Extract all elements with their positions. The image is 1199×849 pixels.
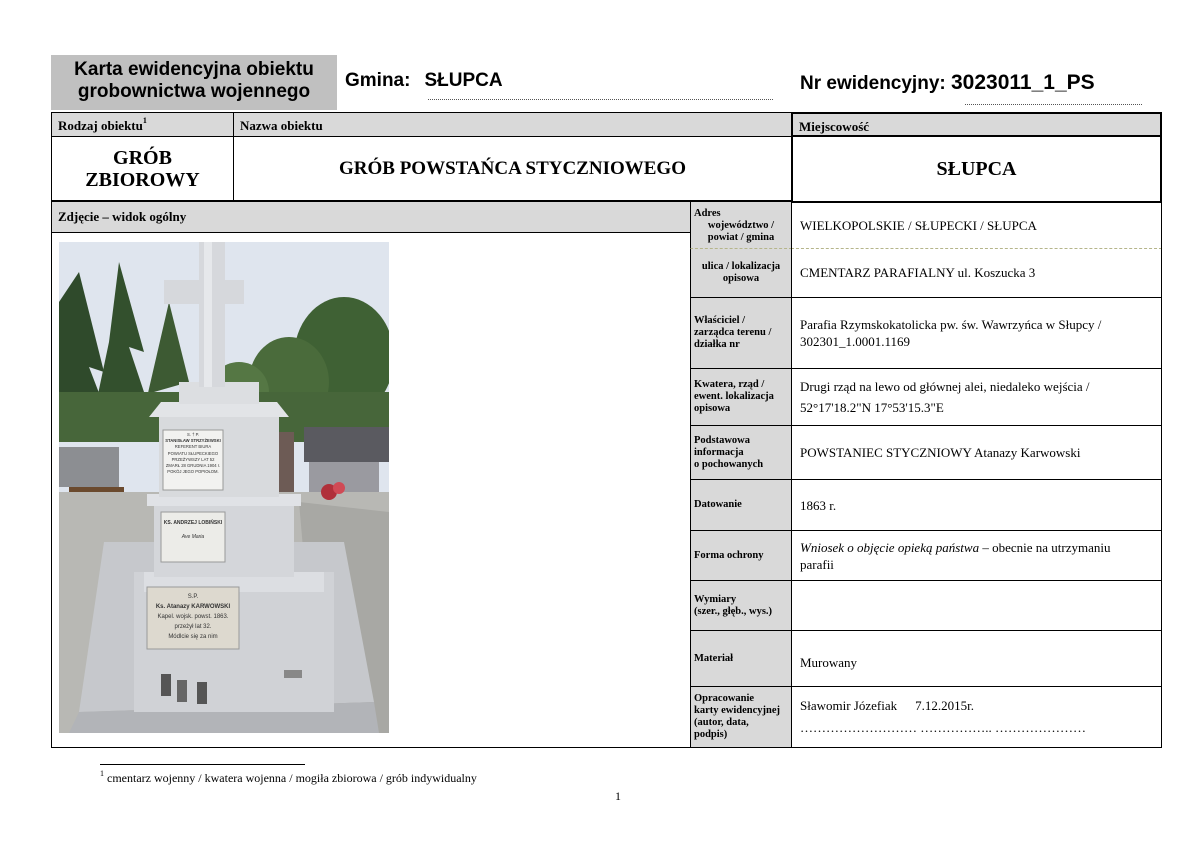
row-material-value	[791, 630, 1162, 687]
card-date: 7.12.2015r.	[915, 698, 974, 713]
author-name: Sławomir Józefiak	[800, 698, 898, 713]
row-label-line: Podstawowa	[694, 434, 751, 446]
row-label-line: zarządca terenu /	[694, 327, 772, 338]
row-label-line: o pochowanych	[694, 458, 764, 470]
row-forma-ochrony-value	[791, 530, 1162, 581]
plaque-2-line: Ave Maria	[181, 534, 205, 540]
rodzaj-value-line1: GRÓB	[113, 146, 172, 169]
row-label-line: województwo /	[707, 219, 775, 231]
row-datowanie-label	[690, 479, 792, 531]
rodzaj-obiektu-header	[51, 112, 234, 137]
row-value-line: 302301_1.0001.1169	[800, 334, 911, 349]
nazwa-label: Nazwa obiektu	[240, 118, 323, 133]
row-label-line: opisowa	[722, 273, 760, 284]
row-label-line: Wymiary	[694, 593, 737, 605]
row-wymiary-label	[690, 580, 792, 631]
row-ulica-value	[791, 248, 1162, 298]
row-wlasciciel-value	[791, 297, 1162, 369]
row-label-line: (autor, data,	[694, 717, 749, 728]
plaque-2-text	[161, 516, 225, 544]
gmina-label: Gmina:	[345, 70, 411, 91]
grave-photo-image	[59, 242, 389, 733]
nazwa-obiektu-header	[233, 112, 792, 137]
rodzaj-label: Rodzaj obiektu	[58, 118, 143, 133]
plaque-1-line: ZMARŁ 28 GRUDNIA 1904 r.	[165, 463, 221, 469]
card-title-line1: Karta ewidencyjna obiektu	[74, 59, 314, 80]
row-adres-value	[791, 203, 1162, 249]
row-label-line: ulica / lokalizacja	[701, 261, 781, 272]
row-label-line: Właściciel /	[694, 315, 746, 326]
footnote-mark: 1	[100, 769, 104, 778]
plaque-3-line: S.P.	[187, 594, 199, 600]
row-opracowanie-value	[791, 686, 1162, 748]
row-value-line: Murowany	[800, 655, 858, 670]
row-ulica-label	[690, 248, 792, 298]
miejscowosc-label: Miejscowość	[799, 119, 870, 134]
row-value-line	[800, 539, 1153, 556]
plaque-3-text	[147, 592, 239, 642]
miejscowosc-value-text: SŁUPCA	[936, 157, 1017, 180]
row-informacja-value	[791, 425, 1162, 480]
row-label-line: karty ewidencyjnej	[694, 705, 781, 716]
card-title	[51, 55, 337, 110]
rodzaj-value-line2: ZBIOROWY	[85, 168, 200, 191]
row-value-line: Drugi rząd na lewo od głównej alei, niedaleko wejścia /	[800, 379, 1090, 394]
plaque-1-line: REFERENT BIURA	[174, 444, 212, 450]
row-datowanie-value	[791, 479, 1162, 531]
nazwa-obiektu-value	[233, 136, 792, 201]
row-value-line: POWSTANIEC STYCZNIOWY Atanazy Karwowski	[800, 445, 1081, 460]
row-value-line	[800, 695, 1153, 717]
row-label-line: powiat / gmina	[707, 231, 775, 243]
plaque-3-line: Módlcie się za nim	[168, 634, 218, 640]
plaque-1-line: S. † P.	[186, 432, 200, 437]
row-forma-ochrony-label	[690, 530, 792, 581]
row-label-line: Opracowanie	[694, 693, 755, 704]
photo-label: Zdjęcie – widok ogólny	[58, 209, 187, 224]
plaque-1-line: PRZEŻYWSZY LAT 52	[171, 456, 215, 462]
plaque-3-line: Kapel. wojsk. powst. 1863.	[157, 614, 229, 620]
forma-ochrony-rest: – obecnie na utrzymaniu	[979, 539, 1111, 555]
plaque-2-line: KS. ANDRZEJ LOBIŃSKI	[163, 520, 223, 526]
plaque-1-text	[163, 432, 223, 475]
nazwa-value: GRÓB POWSTAŃCA STYCZNIOWEGO	[339, 157, 686, 179]
row-label-line: opisowa	[694, 403, 731, 414]
row-label-line: Forma ochrony	[694, 549, 764, 561]
plaque-3-line: Ks. Atanazy KARWOWSKI	[155, 604, 231, 610]
row-label-line: Datowanie	[694, 499, 742, 510]
row-kwatera-label	[690, 368, 792, 426]
miejscowosc-value	[791, 136, 1162, 203]
row-label-line: podpis)	[694, 729, 728, 740]
nr-value: 3023011_1_PS	[951, 71, 1095, 94]
plaque-1-line: POKÓJ JEGO POPIOŁOM.	[167, 469, 219, 475]
gmina-field	[345, 70, 503, 92]
row-value-line: CMENTARZ PARAFIALNY ul. Koszucka 3	[800, 265, 1036, 280]
nr-ewidencyjny-field	[800, 71, 1095, 95]
footnote-ref: 1	[142, 116, 147, 125]
plaque-1-line: STANISŁAW STRZYŻEWSKI	[165, 438, 221, 444]
plaque-3-line: przeżył lat 32.	[174, 624, 212, 630]
signature-line: ……………………… …………….. …………………	[800, 720, 1086, 735]
row-label-line: Materiał	[694, 652, 734, 664]
row-opracowanie-label	[690, 686, 792, 748]
row-wlasciciel-label	[690, 297, 792, 369]
card-title-line2: grobownictwa wojennego	[77, 81, 311, 102]
row-wymiary-value	[791, 580, 1162, 631]
row-label-line: działka nr	[694, 339, 740, 350]
row-value-line: parafii	[800, 556, 834, 572]
grave-photo	[59, 242, 389, 733]
miejscowosc-header	[791, 112, 1162, 137]
row-adres-label	[690, 201, 792, 249]
row-informacja-label	[690, 425, 792, 480]
footnote-text: cmentarz wojenny / kwatera wojenna / mogiła zbiorowa / grób indywidualny	[107, 771, 477, 785]
row-label-line: (szer., głęb., wys.)	[694, 605, 773, 617]
photo-header	[52, 202, 690, 233]
row-label-line: Kwatera, rząd /	[694, 379, 765, 390]
page-number: 1	[615, 789, 621, 803]
row-value-line: Parafia Rzymskokatolicka pw. św. Wawrzyńca w Słupcy /	[800, 317, 1102, 332]
rodzaj-obiektu-value	[51, 136, 234, 201]
footnote	[100, 771, 477, 786]
row-label-line: Adres	[694, 207, 721, 219]
footnote-divider	[100, 764, 305, 765]
row-value-line: 1863 r.	[800, 497, 837, 513]
row-kwatera-value	[791, 368, 1162, 426]
plaque-1-line: POWIATU SŁUPECKIEGO	[167, 450, 219, 456]
row-material-label	[690, 630, 792, 687]
nr-underline	[965, 104, 1142, 105]
row-label-line: informacja	[694, 446, 744, 458]
gmina-value: SŁUPCA	[424, 70, 503, 91]
nr-label: Nr ewidencyjny:	[800, 73, 946, 94]
row-label-line: ewent. lokalizacja	[694, 391, 774, 402]
row-value-line: WIELKOPOLSKIE / SŁUPECKI / SŁUPCA	[800, 218, 1037, 233]
forma-ochrony-italic: Wniosek o objęcie opieką państwa	[800, 539, 980, 555]
gmina-underline	[428, 99, 773, 100]
row-value-line: 52°17'18.2"N 17°53'15.3"E	[800, 400, 944, 415]
